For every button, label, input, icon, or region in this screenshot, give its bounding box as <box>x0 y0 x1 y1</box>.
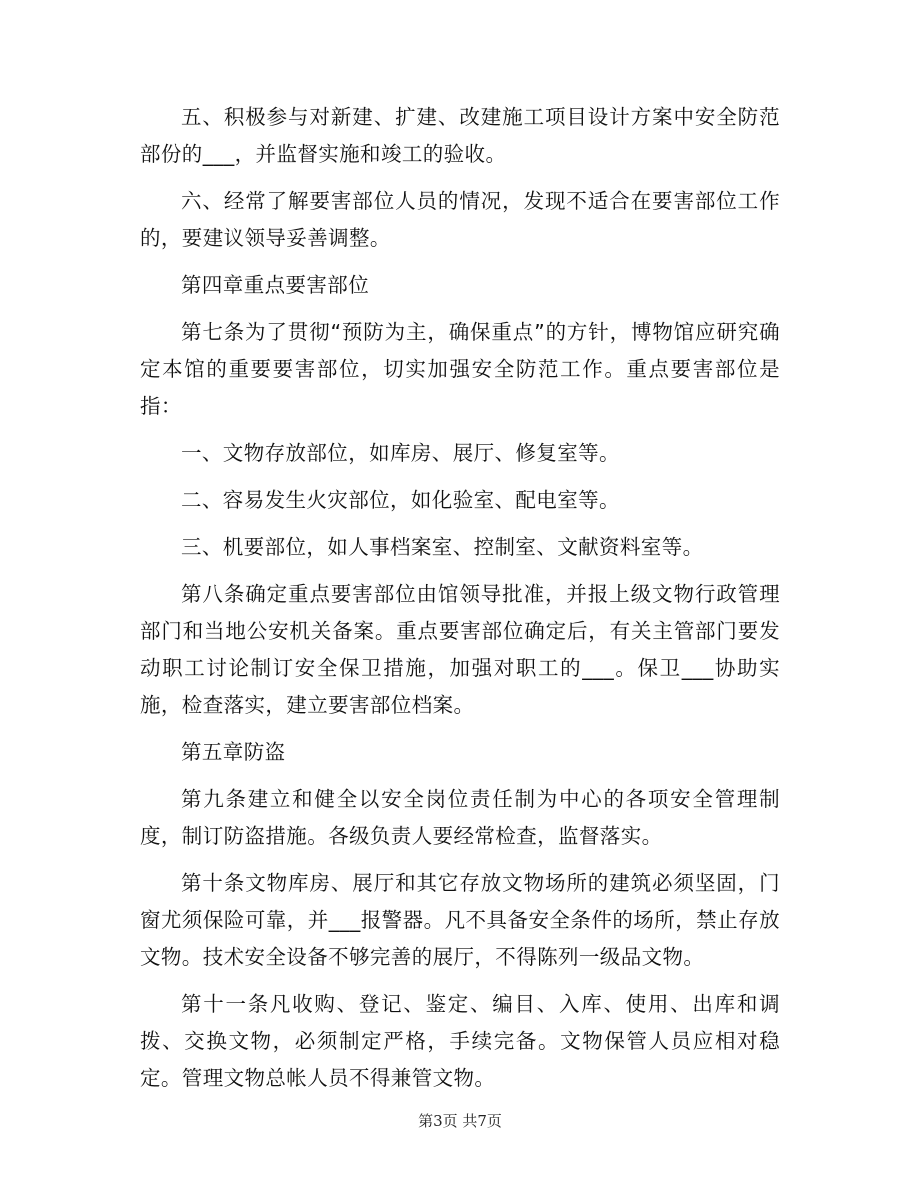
paragraph-item-6: 六、经常了解要害部位人员的情况，发现不适合在要害部位工作的，要建议领导妥善调整。 <box>140 189 780 250</box>
list-item-3: 三、机要部位，如人事档案室、控制室、文献资料室等。 <box>181 535 704 559</box>
article-10: 第十条文物库房、展厅和其它存放文物场所的建筑必须坚固，门窗尤须保险可靠，并___报警器。凡不具备安全条件的场所，禁止存放文物。技术安全设备不够完善的展厅，不得陈列一级品文物。 <box>140 871 780 969</box>
article-8: 第八条确定重点要害部位由馆领导批准，并报上级文物行政管理部门和当地公安机关备案。重点要害部位确定后，有关主管部门要发动职工讨论制订安全保卫措施，加强对职工的___。保卫___协助实施，检查落实，建立要害部位档案。 <box>140 582 780 717</box>
article-7: 第七条为了贯彻“预防为主，确保重点”的方针，博物馆应研究确定本馆的重要要害部位，切实加强安全防范工作。重点要害部位是指： <box>140 320 780 418</box>
article-9: 第九条建立和健全以安全岗位责任制为中心的各项安全管理制度，制订防盗措施。各级负责人要经常检查，监督落实。 <box>140 787 780 848</box>
article-11: 第十一条凡收购、登记、鉴定、编目、入库、使用、出库和调拨、交换文物，必须制定严格，手续完备。文物保管人员应相对稳定。管理文物总帐人员不得兼管文物。 <box>140 992 780 1090</box>
list-item-1: 一、文物存放部位，如库房、展厅、修复室等。 <box>181 441 620 465</box>
page-number: 第3页 共7页 <box>418 1112 502 1130</box>
paragraph-item-5: 五、积极参与对新建、扩建、改建施工项目设计方案中安全防范部份的___，并监督实施和竣工的验收。 <box>140 105 780 166</box>
document-body <box>140 99 780 1107</box>
chapter-heading-5: 第五章防盗 <box>181 740 286 764</box>
chapter-heading-4: 第四章重点要害部位 <box>181 273 370 297</box>
list-item-2: 二、容易发生火灾部位，如化验室、配电室等。 <box>181 488 620 512</box>
